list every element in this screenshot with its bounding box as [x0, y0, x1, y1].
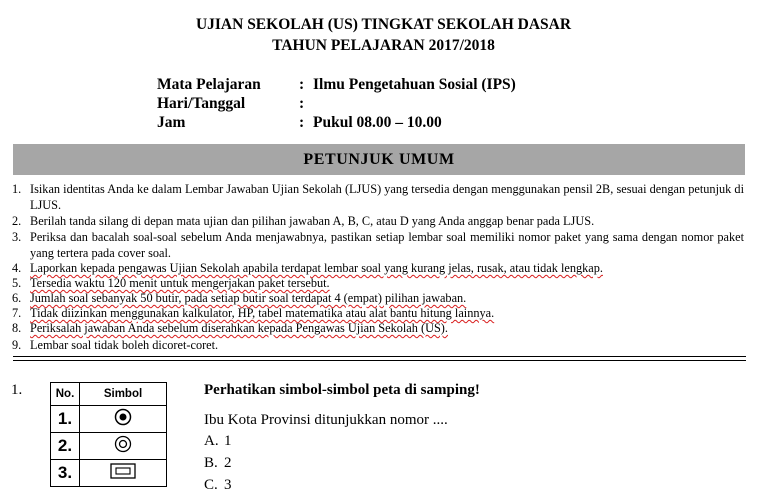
general-instructions-banner: PETUNJUK UMUM: [13, 144, 745, 175]
info-label: Mata Pelajaran: [157, 76, 261, 93]
exam-title: UJIAN SEKOLAH (US) TINGKAT SEKOLAH DASAR: [195, 16, 572, 33]
instruction-text: Lembar soal tidak boleh dicoret-coret.: [30, 338, 219, 352]
instruction-number: 3.: [12, 230, 22, 244]
info-colon: :: [299, 95, 305, 112]
instruction-number: 7.: [12, 306, 22, 320]
instruction-text: Isikan identitas Anda ke dalam Lembar Jawaban Ujian Sekolah (LJUS) yang tersedia dengan menggunakan pensil 2B, sesuai dengan petunjuk di LJUS.: [30, 182, 744, 212]
table-header-no: No.: [51, 383, 80, 406]
instruction-number: 5.: [12, 276, 22, 290]
info-value: Ilmu Pengetahuan Sosial (IPS): [313, 76, 516, 93]
table-row: [51, 460, 167, 487]
divider-line: [13, 360, 746, 361]
question-heading: Perhatikan simbol-simbol peta di samping!: [204, 382, 480, 398]
table-header-symbol: Simbol: [80, 383, 167, 406]
option-letter: B.: [204, 455, 218, 471]
instruction-text: Tidak diizinkan menggunakan kalkulator, HP, tabel matematika atau alat bantu hitung lainnya.: [30, 306, 495, 320]
option-text: 3: [224, 477, 232, 493]
option-letter: C.: [204, 477, 218, 493]
info-colon: :: [299, 76, 305, 93]
instruction-text: Jumlah soal sebanyak 50 butir, pada setiap butir soal terdapat 4 (empat) pilihan jawaban.: [30, 291, 467, 305]
symbol-number: 3.: [51, 460, 80, 487]
instruction-text: Periksa dan bacalah soal-soal sebelum Anda menjawabnya, pastikan setiap lembar soal memiliki nomor paket yang sama dengan nomor paket yang tertera pada cover soal.: [30, 230, 744, 260]
instruction-number: 6.: [12, 291, 22, 305]
symbol-number: 2.: [51, 433, 80, 460]
instruction-text: Periksalah jawaban Anda sebelum diserahkan kepada Pengawas Ujian Sekolah (US).: [30, 321, 448, 335]
instruction-number: 1.: [12, 182, 22, 196]
instruction-text: Laporkan kepada pengawas Ujian Sekolah apabila terdapat lembar soal yang kurang jelas, rusak, atau tidak lengkap.: [30, 261, 603, 275]
option-text: 2: [224, 455, 232, 471]
info-colon: :: [299, 114, 305, 131]
symbol-number: 1.: [51, 406, 80, 433]
table-row: [51, 433, 167, 460]
instruction-text: Berilah tanda silang di depan mata ujian dan pilihan jawaban A, B, C, atau D yang Anda anggap benar pada LJUS.: [30, 214, 595, 228]
table-row: [51, 406, 167, 433]
answer-option-a[interactable]: [204, 433, 232, 450]
rectangle-icon: [109, 461, 137, 481]
answer-option-b[interactable]: [204, 455, 232, 472]
question-body: Ibu Kota Provinsi ditunjukkan nomor ....: [204, 412, 448, 428]
answer-option-c[interactable]: [204, 477, 232, 494]
option-letter: A.: [204, 433, 219, 449]
instruction-number: 8.: [12, 321, 22, 335]
question-number: 1.: [11, 382, 23, 398]
info-label: Hari/Tanggal: [157, 95, 246, 112]
instruction-number: 9.: [12, 338, 22, 352]
school-year: TAHUN PELAJARAN 2017/2018: [272, 37, 495, 54]
instruction-text: Tersedia waktu 120 menit untuk mengerjakan paket tersebut.: [30, 276, 330, 290]
instruction-number: 2.: [12, 214, 22, 228]
double-circle-icon: [113, 434, 133, 454]
info-value: Pukul 08.00 – 10.00: [313, 114, 442, 131]
dot-in-circle-icon: [113, 407, 133, 427]
divider-line: [13, 356, 746, 357]
info-label: Jam: [157, 114, 186, 131]
instruction-number: 4.: [12, 261, 22, 275]
map-symbol-table: [50, 382, 167, 487]
option-text: 1: [224, 433, 232, 449]
